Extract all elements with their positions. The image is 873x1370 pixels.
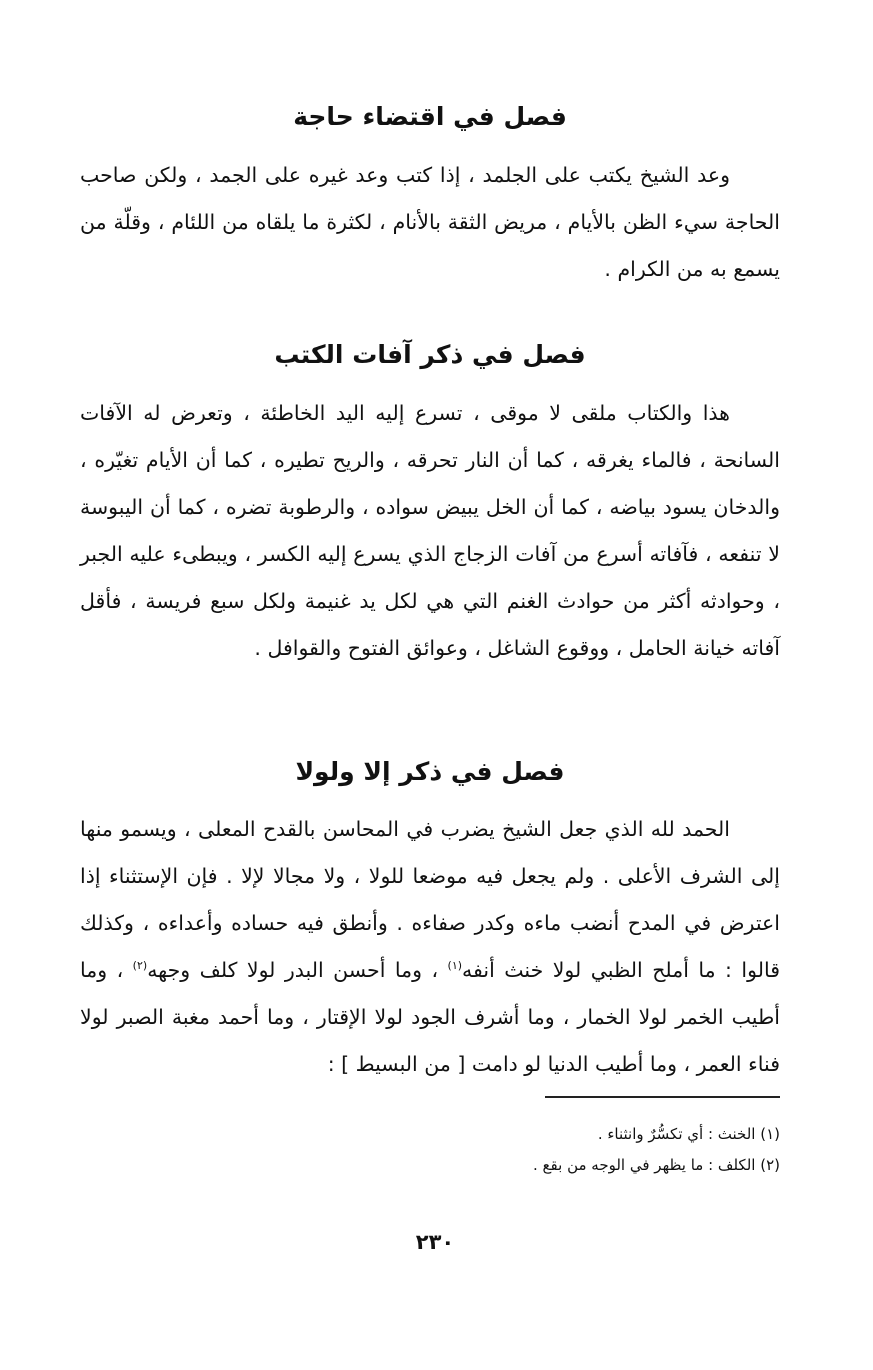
footnote-1: (١) الخنث : أي تكسُّرٌ وانثناء . bbox=[597, 1125, 780, 1143]
section-body-3 bbox=[80, 806, 780, 1088]
section-body-1 bbox=[80, 152, 780, 293]
section-heading-2: فصل في ذكر آفات الكتب bbox=[274, 340, 586, 369]
footnote-2: (٢) الكلف : ما يظهر في الوجه من بقع . bbox=[533, 1156, 780, 1174]
footnote-separator bbox=[545, 1096, 780, 1098]
section-body-2 bbox=[80, 390, 780, 672]
section-body-3-text-part1: الحمد لله الذي جعل الشيخ يضرب في المحاسن بالقدح المعلى ، ويسمو منها إلى الشرف الأعلى . ولم يجعل فيه موضعا للولا ، ولا مجالا لإلا . فإن الإستثناء إذا اعترض في المدح أنضب ماءه وكدر صفاءه . وأنطق فيه حساده وأعداءه ، وكذلك قالوا : ما أملح الظبي لولا خنث أنفه bbox=[80, 817, 780, 982]
section-heading-1: فصل في اقتضاء حاجة bbox=[293, 102, 567, 131]
section-body-2-text: هذا والكتاب ملقى لا موقى ، تسرع إليه اليد الخاطئة ، وتعرض له الآفات السانحة ، فالماء يغرقه ، كما أن النار تحرقه ، والريح تطيره ، كما أن الأيام تغيّره ، والدخان يسود بياضه ، كما أن الخل يبيض سواده ، والرطوبة تضره ، كما أن اليبوسة لا تنفعه ، فآفاته أسرع من آفات الزجاج الذي يسرع إليه الكسر ، ويبطىء عليه الجبر ، وحوادثه أكثر من حوادث الغنم التي هي لكل يد غنيمة ولكل سبع فريسة ، فأقل آفاته خيانة الحامل ، ووقوع الشاغل ، وعوائق الفتوح والقوافل . bbox=[80, 401, 780, 660]
section-body-1-text: وعد الشيخ يكتب على الجلمد ، إذا كتب وعد غيره على الجمد ، ولكن صاحب الحاجة سيء الظن بالأيام ، مريض الثقة بالأنام ، لكثرة ما يلقاه من اللئام ، وقلّة من يسمع به من الكرام . bbox=[80, 163, 780, 281]
footnote-ref-1: (١) bbox=[447, 959, 463, 973]
section-body-3-text-part2: ، وما أحسن البدر لولا كلف وجهه bbox=[147, 958, 448, 982]
footnote-ref-2: (٢) bbox=[132, 959, 148, 973]
section-heading-3: فصل في ذكر إلا ولولا bbox=[295, 757, 565, 786]
section-body-3-text-part3: ، وما أطيب الخمر لولا الخمار ، وما أشرف الجود لولا الإقتار ، وما أحمد مغبة الصبر لولا فناء العمر ، وما أطيب الدنيا لو دامت [ من البسيط ] : bbox=[80, 958, 780, 1076]
page-number: ٢٣٠ bbox=[415, 1230, 455, 1254]
